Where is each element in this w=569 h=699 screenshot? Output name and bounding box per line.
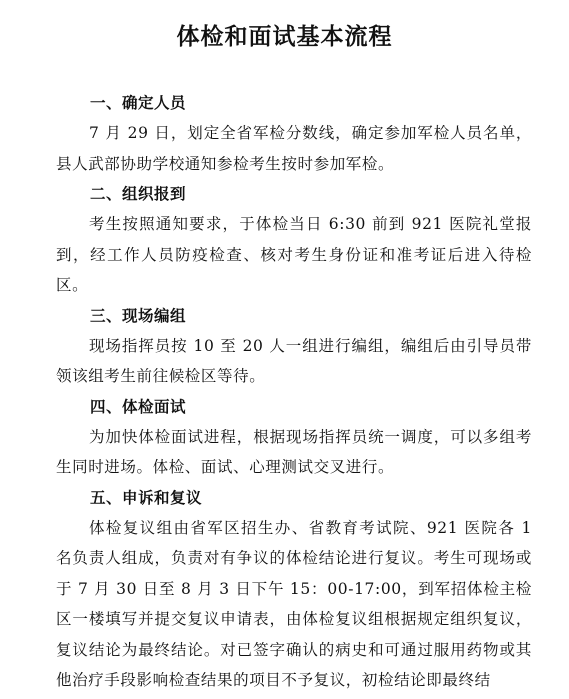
section-heading: 四、体检面试 bbox=[90, 397, 187, 416]
section-exam-interview bbox=[56, 392, 532, 483]
sections-container bbox=[56, 88, 532, 696]
section-appeal-review bbox=[56, 483, 532, 696]
section-heading: 二、组织报到 bbox=[90, 185, 187, 203]
section-paragraph: 现场指挥员按 10 至 20 人一组进行编组，编组后由引导员带领该组考生前往候检区等待。 bbox=[56, 336, 532, 385]
section-heading: 五、申诉和复议 bbox=[90, 488, 203, 507]
section-paragraph: 为加快体检面试进程，根据现场指挥员统一调度，可以多组考生同时进场。体检、面试、心理测试交叉进行。 bbox=[56, 427, 532, 476]
section-heading: 一、确定人员 bbox=[90, 94, 187, 112]
section-paragraph: 体检复议组由省军区招生办、省教育考试院、921 医院各 1 名负责人组成，负责对有争议的体检结论进行复议。考生可现场或于 7 月 30 日至 8 月 3 日下午 15：00-17:00，到军招体检主检区一楼填写并提交复议申请表，由体检复议组根据规定组织复议，复议结论为最终结论。对已签字确认的病史和可通过服用药物或其他治疗手段影响检查结果的项目不予复议，初检结论即最终结 bbox=[56, 518, 532, 689]
section-paragraph: 7 月 29 日，划定全省军检分数线，确定参加军检人员名单，县人武部协助学校通知参检考生按时参加军检。 bbox=[56, 124, 532, 173]
section-grouping bbox=[56, 301, 532, 392]
section-registration bbox=[56, 179, 532, 301]
document-title: 体检和面试基本流程 bbox=[176, 24, 393, 50]
section-confirm-personnel bbox=[56, 88, 532, 179]
section-heading: 三、现场编组 bbox=[90, 306, 187, 325]
section-paragraph: 考生按照通知要求，于体检当日 6:30 前到 921 医院礼堂报到，经工作人员防疫检查、核对考生身份证和准考证后进入待检区。 bbox=[56, 215, 532, 294]
